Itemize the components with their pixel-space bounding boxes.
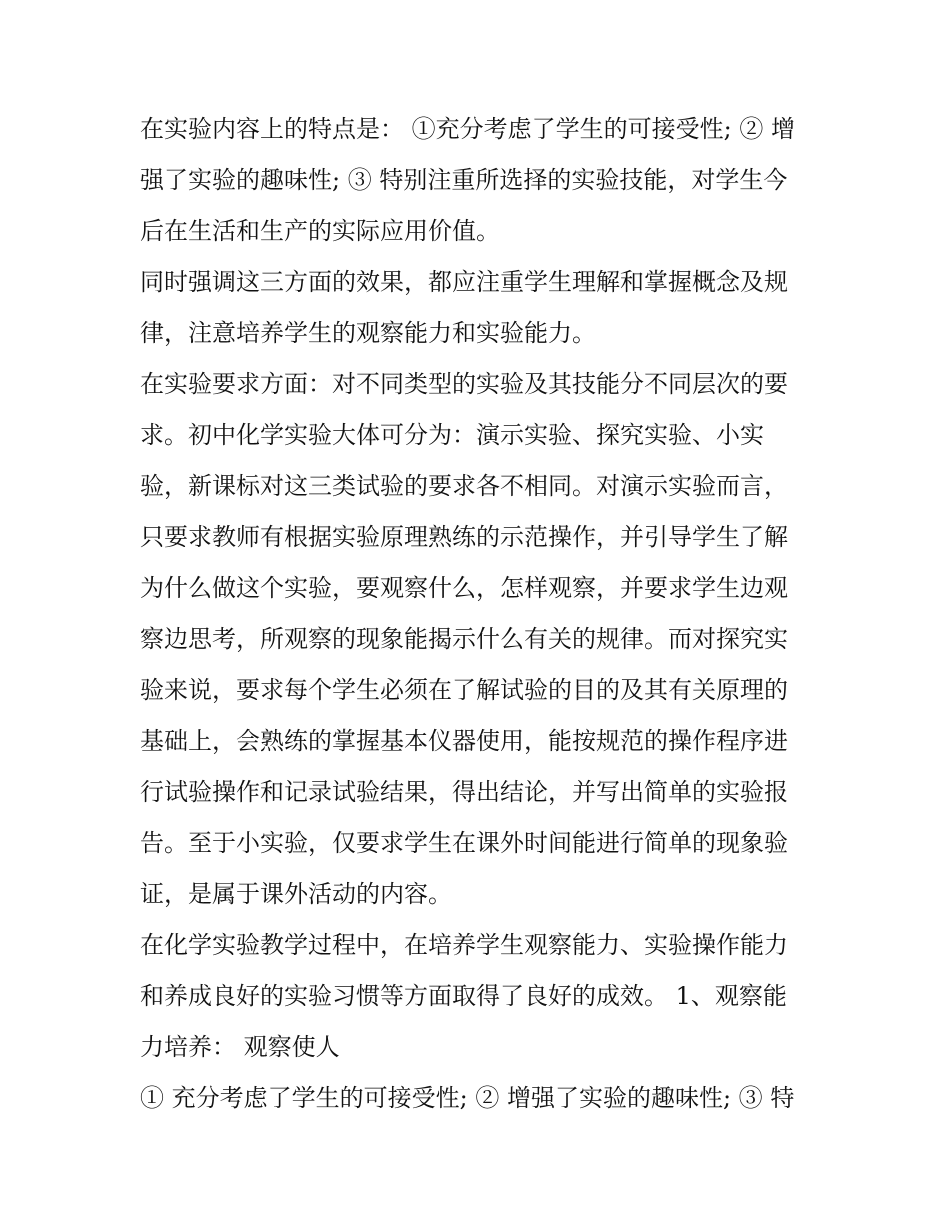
text-line: 只要求教师有根据实验原理熟练的示范操作，并引导学生了解 bbox=[140, 523, 788, 551]
text-line: 证，是属于课外活动的内容。 bbox=[140, 880, 452, 908]
text-line: ① 充分考虑了学生的可接受性; ② 增强了实验的趣味性; ③ 特 bbox=[140, 1084, 795, 1112]
text-line: 在实验要求方面：对不同类型的实验及其技能分不同层次的要 bbox=[140, 370, 788, 398]
text-line: 验，新课标对这三类试验的要求各不相同。对演示实验而言， bbox=[140, 472, 788, 500]
paragraph-numbered-points bbox=[140, 1073, 820, 1124]
text-line: 力培养： 观察使人 bbox=[140, 1033, 340, 1061]
paragraph-experiment-requirements bbox=[140, 359, 820, 920]
text-line: 求。初中化学实验大体可分为：演示实验、探究实验、小实 bbox=[140, 421, 764, 449]
text-line: 在化学实验教学过程中，在培养学生观察能力、实验操作能力 bbox=[140, 931, 788, 959]
text-line: 在实验内容上的特点是： ①充分考虑了学生的可接受性; ② 增 bbox=[140, 115, 795, 143]
text-line: 告。至于小实验，仅要求学生在课外时间能进行简单的现象验 bbox=[140, 829, 788, 857]
text-line: 基础上，会熟练的掌握基本仪器使用，能按规范的操作程序进 bbox=[140, 727, 788, 755]
text-line: 律，注意培养学生的观察能力和实验能力。 bbox=[140, 319, 596, 347]
text-line: 和养成良好的实验习惯等方面取得了良好的成效。 1、观察能 bbox=[140, 982, 787, 1010]
text-line: 为什么做这个实验，要观察什么，怎样观察，并要求学生边观 bbox=[140, 574, 788, 602]
paragraph-experiment-content-features bbox=[140, 104, 820, 257]
text-line: 同时强调这三方面的效果，都应注重学生理解和掌握概念及规 bbox=[140, 268, 788, 296]
text-line: 强了实验的趣味性; ③ 特别注重所选择的实验技能，对学生今 bbox=[140, 166, 788, 194]
text-line: 行试验操作和记录试验结果，得出结论，并写出简单的实验报 bbox=[140, 778, 788, 806]
paragraph-teaching-process bbox=[140, 920, 820, 1073]
document-body bbox=[140, 104, 820, 1124]
text-line: 验来说，要求每个学生必须在了解试验的目的及其有关原理的 bbox=[140, 676, 788, 704]
paragraph-three-aspects-effect bbox=[140, 257, 820, 359]
text-line: 察边思考，所观察的现象能揭示什么有关的规律。而对探究实 bbox=[140, 625, 788, 653]
text-line: 后在生活和生产的实际应用价值。 bbox=[140, 217, 500, 245]
